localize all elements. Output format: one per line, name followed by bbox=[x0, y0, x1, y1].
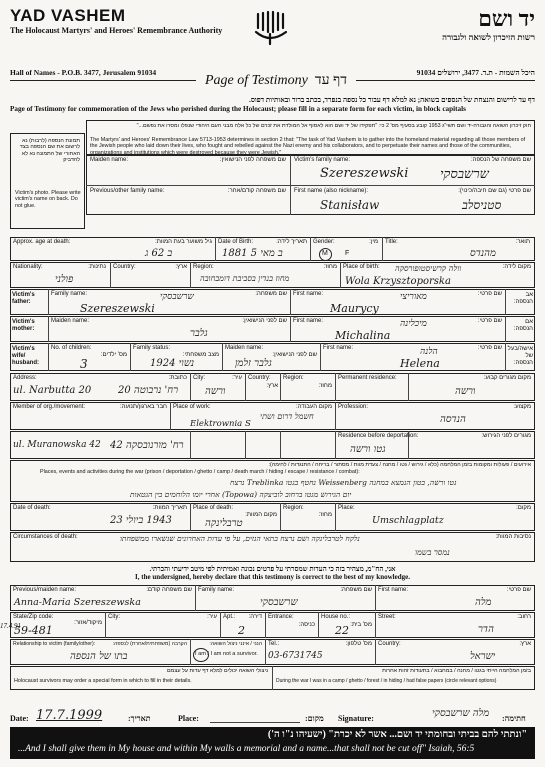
divider bbox=[505, 316, 506, 342]
address-he: היכל השמות - ת.ד. 3477, ירושלים 91034 bbox=[416, 68, 535, 77]
mother-maiden-value[interactable]: גלבר bbox=[190, 328, 208, 339]
events-line-2[interactable]: יום הגירוש מגטו ברחוב לוביצקה (Topowa) אחרי יומו הלוחמים בין הגטאות bbox=[130, 490, 352, 499]
spouse-maiden-value[interactable]: גלבר זלמן bbox=[235, 358, 272, 369]
mother-first-value-he[interactable]: מיכלינה bbox=[400, 319, 427, 329]
divider bbox=[48, 343, 49, 371]
place-of-work-label: Place of work: bbox=[173, 404, 211, 410]
father-family-label-he: שם משפחה: bbox=[255, 291, 287, 297]
address-value-he[interactable]: רח' נרבוטה 20 bbox=[118, 385, 179, 396]
father-family-label: Family name: bbox=[51, 291, 88, 297]
gender-m: M bbox=[322, 250, 328, 257]
divider bbox=[272, 666, 273, 690]
profession-label-he: מקצוע: bbox=[513, 404, 531, 410]
father-family-value-he[interactable]: שרשבסקי bbox=[160, 292, 194, 302]
pob-value-he[interactable]: וולה קרשיסטופורסקה bbox=[395, 264, 462, 273]
events-line-1[interactable]: גטו ורשה, בטון הנמצא במחנה Weissenberg נחטף בגטו Treblinka נרצח bbox=[230, 478, 457, 487]
divider bbox=[318, 612, 319, 638]
divider bbox=[335, 431, 336, 459]
circumstances-value-2[interactable]: נמסר בשמו bbox=[415, 548, 450, 557]
mother-maiden-label-he: שם לפני הנישואין: bbox=[242, 318, 287, 324]
zip-value[interactable]: 59-481 bbox=[14, 624, 53, 637]
divider bbox=[335, 402, 336, 430]
dob-label: Date of Birth: bbox=[218, 239, 254, 245]
father-first-value[interactable]: Maurycy bbox=[330, 302, 379, 315]
photo-box[interactable] bbox=[10, 133, 85, 229]
family-status-value[interactable]: נשוי 1924 bbox=[150, 358, 195, 369]
spouse-first-label-he: שם פרטי: bbox=[477, 345, 502, 351]
submitter-family-value[interactable]: שרשבסקי bbox=[260, 597, 298, 608]
survivor-label[interactable]: I am / I am not a survivor. bbox=[195, 651, 258, 657]
street-value[interactable]: הדר bbox=[478, 624, 494, 635]
place-label: Place: bbox=[178, 714, 199, 723]
tel-label-he: מס' טלפון: bbox=[345, 641, 372, 647]
wartime-address-value[interactable]: ul. Muranowska 42 bbox=[13, 440, 101, 450]
entrance-label-he: כניסה: bbox=[298, 622, 315, 628]
victim-family-name-value[interactable]: Szereszewski bbox=[320, 166, 409, 181]
divider bbox=[190, 431, 191, 459]
gender-f: F bbox=[345, 250, 350, 257]
events-label-he: אירועים / פעולות ומקומות בזמן המלחמה (כלא / גירוש / גטו / מחנה / צעדת מוות / מסתור / בריחה / התנגדות / לחימה): bbox=[268, 462, 531, 468]
yad-vashem-logo-icon bbox=[252, 10, 292, 46]
divider bbox=[280, 373, 281, 401]
mother-first-label-he: שם פרטי: bbox=[477, 318, 502, 324]
spouse-first-value-he[interactable]: הלנה bbox=[420, 347, 438, 357]
children-label: No. of children: bbox=[51, 345, 92, 351]
circumstances-value[interactable]: נלקח לטרבלינקה ושם נרצח בתאי הגזים, על פי עדות האחרונים שנשארו ממשפחתו bbox=[120, 534, 360, 543]
perm-residence-label: Permanent residence: bbox=[338, 375, 397, 381]
victim-family-name-label-he: שם משפחה של הנספה: bbox=[470, 157, 531, 163]
death-region-label-he: מחוז: bbox=[318, 512, 332, 518]
divider bbox=[375, 639, 376, 665]
relationship-label-he: הקרבה (משפחתית/אחרת) לנספה: bbox=[112, 641, 187, 647]
divider bbox=[110, 262, 111, 288]
death-place2-value[interactable]: Umschlagplatz bbox=[372, 515, 444, 526]
photo-text-he: תמונת הנספה (לרבות) נא לרשום את שם הנספה בצד האחורי של התמונה נא לא להדביק bbox=[19, 138, 80, 163]
submitter-family-label: Family name: bbox=[198, 587, 235, 593]
divider bbox=[505, 289, 506, 315]
submitter-prev-label-he: שם משפחה קודם: bbox=[146, 587, 192, 593]
submitter-city-label-he: עיר: bbox=[207, 614, 217, 620]
address-country-label: Country: bbox=[248, 375, 271, 381]
death-date-value[interactable]: 1943 ביולי 23 bbox=[110, 515, 172, 526]
title-label: Title: bbox=[385, 239, 398, 245]
signature-value[interactable]: מלה שרשבסקי bbox=[432, 708, 490, 719]
region-value[interactable]: מחוז בנדין בסביבת דומבחובה bbox=[200, 274, 290, 283]
mother-row-label: Victim's mother: bbox=[12, 319, 35, 332]
dob-label-he: תאריך לידה: bbox=[276, 239, 307, 245]
address-label-he: כתובת: bbox=[168, 375, 187, 381]
divider bbox=[130, 343, 131, 371]
certification bbox=[10, 565, 535, 581]
footer-quote-he: "ונתתי להם בביתי ובחומתי יד ושם... אשר לא יכרת" (ישעיהו נ"ו ה') bbox=[267, 729, 527, 740]
circumstances-label-he: נסיבות המוות: bbox=[495, 534, 531, 540]
title-label-he: תואר: bbox=[515, 239, 530, 245]
divider bbox=[220, 612, 221, 638]
spouse-maiden-label-he: שם לפני הנישואין: bbox=[272, 352, 317, 358]
divider bbox=[382, 237, 383, 261]
family-status-label-he: מצב משפחתי: bbox=[182, 352, 219, 358]
country-label: Country: bbox=[113, 264, 136, 270]
intro bbox=[10, 96, 535, 113]
maiden-name-label: Maiden name: bbox=[90, 157, 129, 163]
address-country-label-he: ארץ: bbox=[266, 383, 278, 389]
place-of-work-value[interactable]: Elektrownia S bbox=[190, 419, 251, 429]
org-subtitle-en: The Holocaust Martyrs' and Heroes' Remembrance Authority bbox=[10, 26, 223, 35]
city-label: City: bbox=[193, 375, 205, 381]
certification-en: I, the undersigned, hereby declare that this testimony is correct to the best of my knowledge. bbox=[135, 573, 410, 581]
submitter-country-label-he: ארץ: bbox=[519, 641, 531, 647]
form-title-en: Page of Testimony bbox=[204, 73, 308, 88]
law-en: The Martyrs' and Heroes' Remembrance Law 5713-1953 determines in section 2 that: "The task of Yad Vashem is to gather into the homeland material regarding all those members of the Jewish people who laid down their lives, who fought and rebelled against the Nazi enemy and his collaborators, and to perpetuate their names and those of the communities, organizations and institutions which were destroyed because they were Jewish." bbox=[90, 137, 526, 156]
submitter-family-label-he: שם משפחה: bbox=[340, 587, 372, 593]
father-family-value[interactable]: Szereszewski bbox=[80, 302, 155, 315]
divider bbox=[170, 402, 171, 430]
death-date-label: Date of death: bbox=[13, 505, 51, 511]
intro-he: דף עד לרישום והנצחת של הנספים בשואה; נא למלא דף עבור כל נספה בנפרד, בכתב ברור ובאותיות דפוס. bbox=[249, 96, 535, 104]
prev-name-label-he: שם משפחה קודם/אחר: bbox=[227, 188, 286, 194]
perm-residence-label-he: מקום מגורים קבוע: bbox=[483, 375, 531, 381]
gender-label: Gender: bbox=[313, 239, 335, 245]
victim-family-name-label: Victim's family name: bbox=[294, 157, 351, 163]
relationship-value[interactable]: בתו של הנספה bbox=[70, 651, 128, 662]
pob-label: Place of birth: bbox=[343, 264, 380, 270]
address-label: Address: bbox=[13, 375, 37, 381]
submitter-prev-value[interactable]: Anna-Maria Szereszewska bbox=[14, 597, 141, 608]
divider bbox=[265, 612, 266, 638]
divider bbox=[190, 503, 191, 531]
spouse-first-value[interactable]: Helena bbox=[400, 357, 440, 370]
place-line[interactable] bbox=[210, 722, 300, 723]
nationality-label-he: נתינות: bbox=[88, 264, 106, 270]
entrance-label: Entrance: bbox=[268, 614, 294, 620]
divider bbox=[280, 431, 281, 459]
submitter-country-value[interactable]: ישראל bbox=[470, 651, 496, 662]
first-name-label-he: שם פרטי (גם שם חיבה/כינוי): bbox=[458, 188, 531, 194]
submitter-city-label: City: bbox=[108, 614, 120, 620]
header-he bbox=[442, 6, 535, 42]
divider bbox=[320, 343, 321, 371]
submitter-first-label: First name: bbox=[378, 587, 409, 593]
certification-he: אני, הח"מ, מצהיר בזה כי העדות שמסרתי על פרטים נכונה ואמיתית לפי מיטב ידיעתי והכרתי. bbox=[149, 565, 396, 573]
divider bbox=[215, 237, 216, 261]
death-place2-label-he: מקום: bbox=[516, 505, 531, 511]
divider bbox=[86, 185, 535, 186]
mother-first-label: First name: bbox=[293, 318, 324, 324]
circumstances-label: Circumstances of death: bbox=[13, 534, 78, 540]
divider bbox=[408, 373, 409, 401]
divider bbox=[375, 585, 376, 611]
divider bbox=[245, 373, 246, 401]
first-name-label: First name (also nickname): bbox=[294, 188, 369, 194]
submitter-country-label: Country: bbox=[378, 641, 401, 647]
submitter-first-value[interactable]: מלה bbox=[475, 597, 492, 608]
city-value[interactable]: ורשה bbox=[205, 386, 226, 397]
house-label-he: מס' בית: bbox=[350, 622, 372, 628]
residence-before-label-he: מגורים לפני הגירוש: bbox=[481, 433, 531, 439]
help-en: Holocaust survivors may order a special form in which to fill in their details. bbox=[14, 678, 192, 684]
place-label-he: מקום: bbox=[305, 714, 324, 723]
death-place-label: Place of death: bbox=[193, 505, 234, 511]
dob-value[interactable]: 1881 ב מאי 5 bbox=[222, 248, 283, 259]
divider bbox=[48, 316, 49, 342]
father-first-label: First name: bbox=[293, 291, 324, 297]
age-label-he: גיל משוער בעת המוות: bbox=[155, 239, 212, 245]
spouse-row-label-he: אישה/בעל של הנספה: bbox=[507, 346, 533, 366]
zip-label: State/Zip code: bbox=[13, 614, 54, 620]
house-label: House no.: bbox=[321, 614, 351, 620]
divider bbox=[265, 639, 266, 665]
divider bbox=[48, 289, 49, 315]
nationality-value[interactable]: פולני bbox=[55, 274, 74, 285]
footer-quote bbox=[10, 727, 535, 759]
member-org-label: Member of org./movement: bbox=[13, 404, 86, 410]
form-title bbox=[196, 73, 356, 89]
street-label: Street: bbox=[378, 614, 396, 620]
during-en: During the war I was in a camp / ghetto / forest / in hiding / had false papers (circle relevant options) bbox=[276, 678, 497, 684]
death-place2-label: Place: bbox=[338, 505, 355, 511]
father-first-label-he: שם פרטי: bbox=[477, 291, 502, 297]
org-name-he: יד ושם bbox=[478, 6, 535, 31]
address-en: Hall of Names - P.O.B. 3477, Jerusalem 91034 bbox=[10, 68, 157, 77]
mother-row-label-he: אם הנספה: bbox=[513, 319, 533, 332]
title-value[interactable]: מהנדס bbox=[470, 248, 496, 259]
help-he: ניצולי השואה יכולים למלא דף עדות על עצמם bbox=[167, 668, 268, 674]
region-label-he: מחוז: bbox=[323, 264, 337, 270]
mother-maiden-label: Maiden name: bbox=[51, 318, 90, 324]
submitter-first-label-he: שם פרטי: bbox=[506, 587, 531, 593]
form-title-he: דף עד bbox=[314, 73, 348, 88]
org-name-en: YAD VASHEM bbox=[10, 6, 126, 25]
survivor-am-circle[interactable] bbox=[193, 648, 209, 662]
children-label-he: מס' ילדים: bbox=[100, 352, 127, 358]
address-region-label: Region: bbox=[283, 375, 304, 381]
place-of-work-label-he: מקום העבודה: bbox=[296, 404, 332, 410]
father-row-label-he: אב הנספה: bbox=[513, 292, 533, 305]
apt-label-he: דירה: bbox=[248, 614, 262, 620]
divider bbox=[335, 373, 336, 401]
residence-before-value[interactable]: גטו ורשה bbox=[350, 444, 386, 455]
pob-label-he: מקום לידה: bbox=[502, 264, 531, 270]
street-label-he: רחוב: bbox=[517, 614, 531, 620]
photo-text-en: Victim's photo. Please write victim's name on back. Do not glue. bbox=[15, 190, 81, 209]
date-label-he: תאריך: bbox=[128, 714, 151, 723]
pob-value[interactable]: Wola Krzysztoporska bbox=[345, 276, 451, 287]
spouse-row-label: Victim's wife/ husband: bbox=[12, 346, 39, 366]
law-he: חוק זיכרון השואה והגבורה-יד ושם תשי"ג 1953 קובע בסעיף מס' 2 כי: "תפקידו של יד ושם הוא לאסוף אל המולדת את זכרם של כל אלה מבני העם היהודי שנפלו ומסרו את נפשם..." bbox=[136, 123, 531, 129]
divider bbox=[505, 343, 506, 371]
perm-residence-value[interactable]: ורשה bbox=[455, 386, 476, 397]
spouse-first-label: First name: bbox=[323, 345, 354, 351]
divider bbox=[290, 316, 291, 342]
profession-label: Profession: bbox=[338, 404, 369, 410]
death-place-label-he: מקום המוות: bbox=[245, 512, 277, 518]
divider bbox=[190, 639, 191, 665]
divider bbox=[245, 431, 246, 459]
submitter-prev-label: Previous/maiden name: bbox=[13, 587, 77, 593]
signature-label-he: חתימה: bbox=[502, 714, 526, 723]
death-date-label-he: תאריך המוות: bbox=[152, 505, 187, 511]
divider bbox=[222, 343, 223, 371]
country-label-he: ארץ: bbox=[175, 264, 187, 270]
org-subtitle-he: רשות הזיכרון לשואה ולגבורה bbox=[442, 32, 535, 42]
age-label: Approx. age at death: bbox=[13, 239, 71, 245]
margin-note: 17.4.91 bbox=[0, 622, 21, 630]
region-label: Region: bbox=[193, 264, 214, 270]
wartime-address-value-he[interactable]: רח' מורנובסקה 42 bbox=[110, 440, 184, 451]
first-name-value-he[interactable]: סטניסלב bbox=[462, 198, 502, 212]
death-region-label: Region: bbox=[283, 505, 304, 511]
spouse-maiden-label: Maiden name: bbox=[225, 345, 264, 351]
city-label-he: עיר: bbox=[232, 375, 242, 381]
nationality-label: Nationality: bbox=[13, 264, 43, 270]
address-value[interactable]: ul. Narbutta 20 bbox=[13, 385, 92, 396]
tel-value[interactable]: 03-6731745 bbox=[268, 651, 323, 661]
address-region-label-he: מחוז: bbox=[318, 383, 332, 389]
divider bbox=[290, 289, 291, 315]
intro-en: Page of Testimony for commemoration of the Jews who perished during the Holocaust; please fill in a separate form for each victim, in block capitals bbox=[10, 104, 466, 113]
date-value[interactable]: 17.7.1999 bbox=[36, 708, 103, 723]
house-value[interactable]: 22 bbox=[335, 624, 349, 637]
children-value[interactable]: 3 bbox=[80, 357, 88, 371]
first-name-value[interactable]: Stanisław bbox=[320, 198, 380, 212]
father-row-label: Victim's father: bbox=[12, 292, 35, 305]
divider bbox=[195, 585, 196, 611]
divider bbox=[105, 612, 106, 638]
apt-value[interactable]: 2 bbox=[238, 624, 245, 637]
family-status-label: Family status: bbox=[133, 345, 171, 351]
maiden-name-label-he: שם משפחה לפני הנישואין: bbox=[219, 157, 286, 163]
death-place-value[interactable]: טרבלינקה bbox=[205, 518, 243, 529]
divider bbox=[310, 237, 311, 261]
law-box bbox=[86, 120, 535, 155]
member-org-label-he: חבר בארגון/תנועה: bbox=[120, 404, 167, 410]
mother-first-value[interactable]: Michalina bbox=[335, 329, 391, 342]
footer-quote-en: ...And I shall give them in My house and within My walls a memorial and a name...that shall not be cut off" Isaiah, 56:5 bbox=[18, 744, 475, 754]
survivor-label-he: הנני / אינני ניצול השואה: bbox=[209, 641, 262, 647]
divider bbox=[375, 612, 376, 638]
gender-label-he: מין: bbox=[369, 239, 378, 245]
residence-before-label: Residence before deportation: bbox=[338, 433, 419, 439]
date-label: Date: bbox=[10, 714, 29, 723]
divider bbox=[190, 262, 191, 288]
divider bbox=[335, 503, 336, 531]
divider bbox=[340, 262, 341, 288]
signature-label: Signature: bbox=[338, 714, 374, 723]
victim-family-name-value-he[interactable]: שרשבסקי bbox=[440, 167, 489, 182]
prev-name-label: Previous/other family name: bbox=[90, 188, 165, 194]
age-value[interactable]: ב 62 ג bbox=[145, 248, 173, 259]
place-of-work-value-he[interactable]: חשמל דרום ושתי bbox=[260, 412, 314, 421]
tel-label: Tel.: bbox=[268, 641, 280, 647]
father-first-value-he[interactable]: מאוריצי bbox=[400, 292, 427, 302]
divider bbox=[280, 503, 281, 531]
apt-label: Apt.: bbox=[223, 614, 236, 620]
divider bbox=[190, 373, 191, 401]
header-en bbox=[10, 6, 222, 35]
during-he: בזמן המלחמה הייתי בגטו / מחנה / במחבוא / בתעודות זהות אחרות bbox=[382, 668, 531, 674]
relationship-label: Relationship to victim (family/other): bbox=[13, 641, 96, 647]
profession-value[interactable]: הנדסה bbox=[440, 414, 466, 425]
events-label-en: Places, events and activities during the war (prison / deportation / ghetto / camp / death march / hiding / escape / resistance / combat): bbox=[40, 469, 360, 475]
zip-label-he: מיקוד/אזור: bbox=[74, 620, 102, 626]
